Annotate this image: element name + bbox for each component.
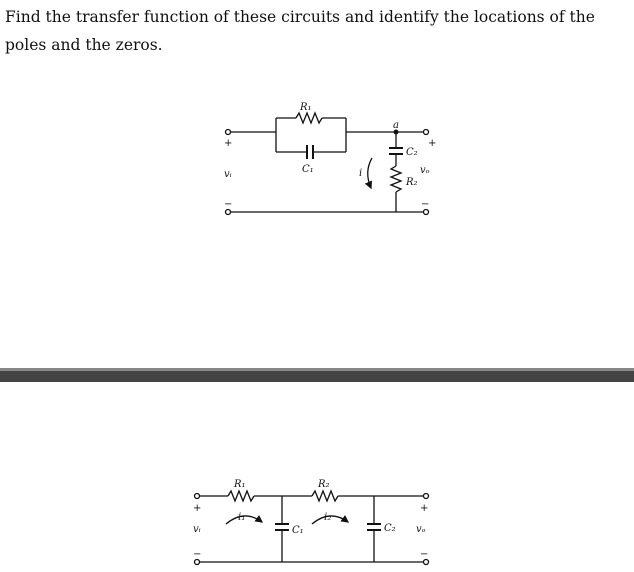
label-r2: R₂ (406, 177, 418, 188)
label-vo: vₒ (416, 524, 426, 535)
label-vo: vₒ (420, 165, 430, 176)
output-terminal-top (424, 130, 429, 135)
label-c2: C₂ (384, 523, 396, 534)
resistor-r2 (391, 166, 401, 192)
label-c1: C₁ (292, 525, 304, 536)
output-terminal-bottom (424, 210, 429, 215)
resistor-r2 (312, 491, 338, 501)
label-r2: R₂ (318, 479, 330, 490)
label-vi: vᵢ (193, 524, 201, 535)
label-c1: C₁ (302, 164, 314, 175)
label-plus-out: + (420, 503, 429, 514)
label-plus-in: + (193, 503, 202, 514)
label-minus-in: − (224, 199, 233, 210)
output-terminal-top (424, 494, 429, 499)
resistor-r1 (228, 491, 254, 501)
label-minus-out: − (421, 199, 430, 210)
label-i1: i₁ (238, 512, 246, 523)
label-minus-in: − (193, 549, 202, 560)
label-plus-in: + (224, 138, 233, 149)
input-terminal-bottom (195, 560, 200, 565)
label-vi: vᵢ (224, 169, 232, 180)
problem-statement: Find the transfer function of these circuits and identify the locations of the poles and the zeros. (5, 8, 595, 54)
label-i2: i₂ (324, 512, 332, 523)
label-r1: R₁ (234, 479, 246, 490)
resistor-r1 (296, 113, 322, 123)
label-current-i: i (359, 168, 363, 179)
label-minus-out: − (420, 549, 429, 560)
input-terminal-top (195, 494, 200, 499)
label-r1: R₁ (300, 102, 312, 113)
output-terminal-bottom (424, 560, 429, 565)
input-terminal-top (226, 130, 231, 135)
current-arrow-i (368, 158, 372, 188)
label-node-a: a (393, 120, 399, 131)
input-terminal-bottom (226, 210, 231, 215)
label-plus-out: + (428, 138, 437, 149)
label-c2: C₂ (406, 147, 418, 158)
